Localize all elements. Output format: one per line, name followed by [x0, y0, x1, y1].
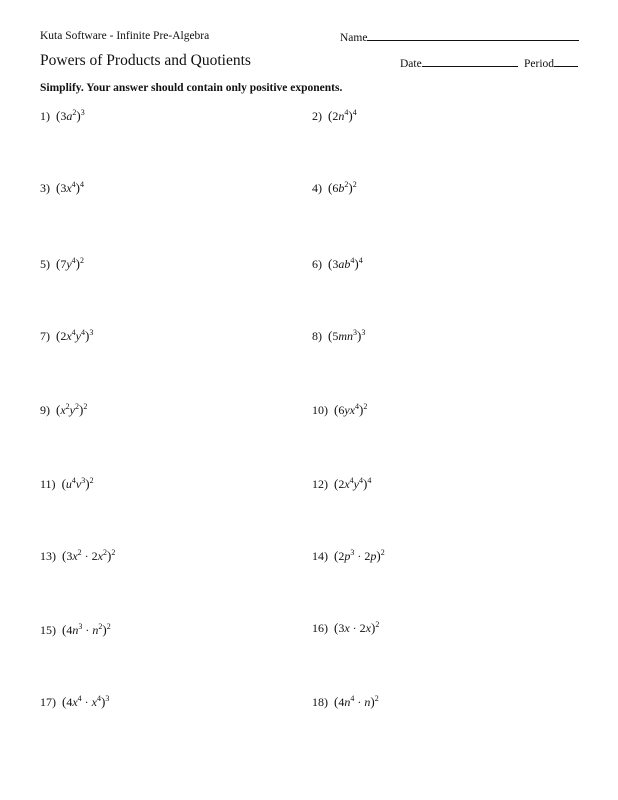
expression: $(u^4v^3)^2$ [61, 476, 94, 491]
problem-number: 1) [40, 109, 50, 123]
expression: $(3x^2 \cdot 2x^2)^2$ [62, 548, 116, 563]
problem-17 [40, 694, 109, 710]
expression: $(3ab^4)^4$ [328, 256, 363, 271]
problem-number: 5) [40, 257, 50, 271]
problem-13 [40, 548, 115, 564]
problem-3 [40, 180, 84, 196]
expression: $(3x^4)^4$ [56, 180, 85, 195]
publisher-label: Kuta Software - Infinite Pre-Algebra [40, 30, 210, 42]
problem-number: 6) [312, 257, 322, 271]
expression: $(6yx^4)^2$ [334, 402, 368, 417]
expression: $(7y^4)^2$ [56, 256, 85, 271]
problem-number: 17) [40, 695, 56, 709]
date-label: Date [400, 58, 422, 70]
problem-number: 18) [312, 695, 328, 709]
expression: $(3a^2)^3$ [56, 108, 85, 123]
problem-number: 12) [312, 477, 328, 491]
problem-number: 7) [40, 329, 50, 343]
problem-2 [312, 108, 357, 124]
problem-6 [312, 256, 363, 272]
problem-10 [312, 402, 367, 418]
problem-15 [40, 622, 111, 638]
problem-9 [40, 402, 87, 418]
expression: $(4x^4 \cdot x^4)^3$ [62, 694, 110, 709]
expression: $(4n^3 \cdot n^2)^2$ [62, 622, 111, 637]
problem-number: 9) [40, 403, 50, 417]
problem-4 [312, 180, 357, 196]
expression: $(3x \cdot 2x)^2$ [334, 620, 380, 635]
name-field[interactable] [340, 30, 579, 44]
problem-8 [312, 328, 365, 344]
worksheet-title: Powers of Products and Quotients [40, 52, 251, 69]
problem-number: 11) [40, 477, 56, 491]
problem-7 [40, 328, 93, 344]
problem-number: 14) [312, 549, 328, 563]
problem-number: 2) [312, 109, 322, 123]
date-line [422, 56, 518, 67]
problem-number: 3) [40, 181, 50, 195]
problem-12 [312, 476, 371, 492]
period-label: Period [524, 58, 555, 70]
date-field[interactable] [400, 56, 518, 70]
problem-number: 16) [312, 621, 328, 635]
expression: $(4n^4 \cdot n)^2$ [334, 694, 379, 709]
problem-number: 4) [312, 181, 322, 195]
expression: $(x^2y^2)^2$ [56, 402, 88, 417]
problem-1 [40, 108, 85, 124]
expression: $(2p^3 \cdot 2p)^2$ [334, 548, 385, 563]
problem-11 [40, 476, 94, 492]
problem-14 [312, 548, 385, 564]
expression: $(2n^4)^4$ [328, 108, 357, 123]
problem-5 [40, 256, 84, 272]
period-field[interactable] [524, 56, 578, 70]
expression: $(6b^2)^2$ [328, 180, 357, 195]
expression: $(5mn^3)^3$ [328, 328, 366, 343]
name-line [367, 30, 579, 41]
problem-16 [312, 620, 379, 636]
expression: $(2x^4y^4)^3$ [56, 328, 94, 343]
problem-number: 13) [40, 549, 56, 563]
instructions: Simplify. Your answer should contain only positive exponents. [40, 82, 343, 94]
name-label: Name [340, 32, 368, 44]
problem-number: 10) [312, 403, 328, 417]
problem-number: 8) [312, 329, 322, 343]
expression: $(2x^4y^4)^4$ [334, 476, 372, 491]
period-line [554, 56, 578, 67]
problem-18 [312, 694, 379, 710]
problem-number: 15) [40, 623, 56, 637]
